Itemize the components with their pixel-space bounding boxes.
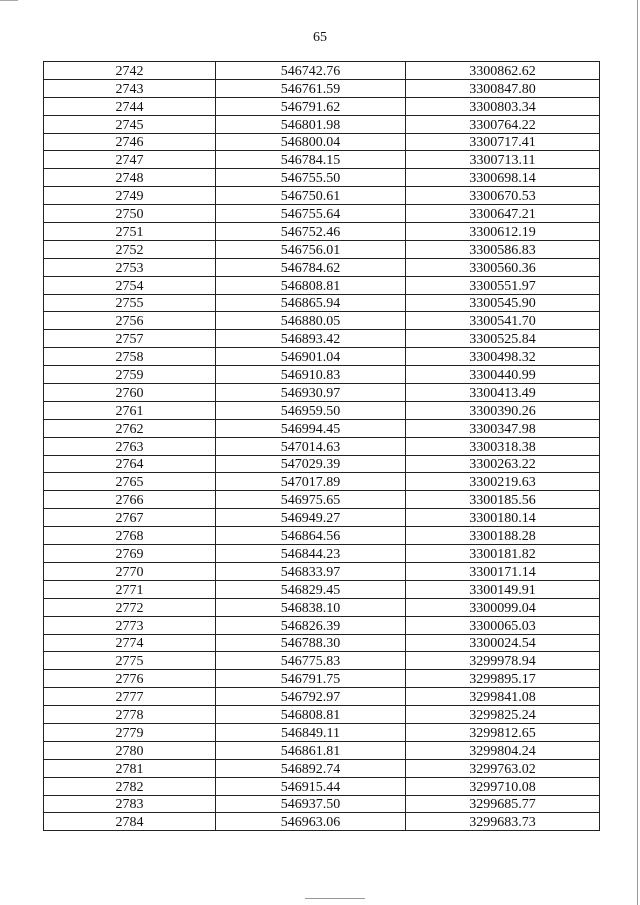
- point-number-cell: 2752: [44, 240, 216, 258]
- table-row: [44, 473, 600, 491]
- point-number-cell: 2770: [44, 562, 216, 580]
- y-coordinate-cell: 3300171.14: [406, 562, 600, 580]
- y-coordinate-cell: 3300551.97: [406, 276, 600, 294]
- point-number-cell: 2763: [44, 437, 216, 455]
- point-number-cell: 2762: [44, 419, 216, 437]
- table-row: [44, 580, 600, 598]
- scan-right-edge: [637, 0, 638, 905]
- x-coordinate-cell: 546800.04: [216, 133, 406, 151]
- y-coordinate-cell: 3300065.03: [406, 616, 600, 634]
- x-coordinate-cell: 546784.62: [216, 258, 406, 276]
- table-row: [44, 79, 600, 97]
- point-number-cell: 2781: [44, 759, 216, 777]
- table-row: [44, 223, 600, 241]
- point-number-cell: 2754: [44, 276, 216, 294]
- point-number-cell: 2758: [44, 348, 216, 366]
- point-number-cell: 2767: [44, 509, 216, 527]
- x-coordinate-cell: 546844.23: [216, 545, 406, 563]
- table-row: [44, 777, 600, 795]
- y-coordinate-cell: 3299763.02: [406, 759, 600, 777]
- y-coordinate-cell: 3300670.53: [406, 187, 600, 205]
- point-number-cell: 2760: [44, 384, 216, 402]
- x-coordinate-cell: 546838.10: [216, 598, 406, 616]
- scan-bottom-mark: [305, 898, 365, 899]
- y-coordinate-cell: 3300764.22: [406, 115, 600, 133]
- y-coordinate-cell: 3299841.08: [406, 688, 600, 706]
- table-row: [44, 527, 600, 545]
- y-coordinate-cell: 3300318.38: [406, 437, 600, 455]
- table-row: [44, 688, 600, 706]
- y-coordinate-cell: 3300185.56: [406, 491, 600, 509]
- x-coordinate-cell: 547029.39: [216, 455, 406, 473]
- table-row: [44, 205, 600, 223]
- x-coordinate-cell: 546752.46: [216, 223, 406, 241]
- table-row: [44, 419, 600, 437]
- table-row: [44, 741, 600, 759]
- point-number-cell: 2764: [44, 455, 216, 473]
- table-row: [44, 437, 600, 455]
- x-coordinate-cell: 547017.89: [216, 473, 406, 491]
- x-coordinate-cell: 546901.04: [216, 348, 406, 366]
- x-coordinate-cell: 546750.61: [216, 187, 406, 205]
- y-coordinate-cell: 3300713.11: [406, 151, 600, 169]
- x-coordinate-cell: 546893.42: [216, 330, 406, 348]
- point-number-cell: 2743: [44, 79, 216, 97]
- table-row: [44, 759, 600, 777]
- y-coordinate-cell: 3300188.28: [406, 527, 600, 545]
- y-coordinate-cell: 3300545.90: [406, 294, 600, 312]
- point-number-cell: 2748: [44, 169, 216, 187]
- point-number-cell: 2757: [44, 330, 216, 348]
- point-number-cell: 2745: [44, 115, 216, 133]
- x-coordinate-cell: 546829.45: [216, 580, 406, 598]
- y-coordinate-cell: 3299825.24: [406, 706, 600, 724]
- y-coordinate-cell: 3299685.77: [406, 795, 600, 813]
- point-number-cell: 2755: [44, 294, 216, 312]
- point-number-cell: 2750: [44, 205, 216, 223]
- y-coordinate-cell: 3300149.91: [406, 580, 600, 598]
- x-coordinate-cell: 546880.05: [216, 312, 406, 330]
- x-coordinate-cell: 546761.59: [216, 79, 406, 97]
- table-row: [44, 491, 600, 509]
- point-number-cell: 2775: [44, 652, 216, 670]
- y-coordinate-cell: 3299804.24: [406, 741, 600, 759]
- point-number-cell: 2780: [44, 741, 216, 759]
- table-row: [44, 330, 600, 348]
- table-row: [44, 258, 600, 276]
- y-coordinate-cell: 3300024.54: [406, 634, 600, 652]
- x-coordinate-cell: 546784.15: [216, 151, 406, 169]
- x-coordinate-cell: 546864.56: [216, 527, 406, 545]
- point-number-cell: 2772: [44, 598, 216, 616]
- y-coordinate-cell: 3299812.65: [406, 723, 600, 741]
- x-coordinate-cell: 546756.01: [216, 240, 406, 258]
- table-row: [44, 795, 600, 813]
- x-coordinate-cell: 546963.06: [216, 813, 406, 831]
- table-row: [44, 312, 600, 330]
- page-number: 65: [313, 30, 327, 45]
- y-coordinate-cell: 3300390.26: [406, 401, 600, 419]
- y-coordinate-cell: 3300440.99: [406, 366, 600, 384]
- point-number-cell: 2783: [44, 795, 216, 813]
- x-coordinate-cell: 546849.11: [216, 723, 406, 741]
- x-coordinate-cell: 546742.76: [216, 62, 406, 80]
- y-coordinate-cell: 3299710.08: [406, 777, 600, 795]
- point-number-cell: 2778: [44, 706, 216, 724]
- y-coordinate-cell: 3299978.94: [406, 652, 600, 670]
- x-coordinate-cell: 546755.50: [216, 169, 406, 187]
- x-coordinate-cell: 546791.62: [216, 97, 406, 115]
- y-coordinate-cell: 3300847.80: [406, 79, 600, 97]
- y-coordinate-cell: 3300560.36: [406, 258, 600, 276]
- table-row: [44, 62, 600, 80]
- table-row: [44, 115, 600, 133]
- scan-edge-mark: [0, 0, 18, 1]
- point-number-cell: 2749: [44, 187, 216, 205]
- table-row: [44, 509, 600, 527]
- y-coordinate-cell: 3299683.73: [406, 813, 600, 831]
- x-coordinate-cell: 546865.94: [216, 294, 406, 312]
- table-row: [44, 169, 600, 187]
- x-coordinate-cell: 546826.39: [216, 616, 406, 634]
- point-number-cell: 2769: [44, 545, 216, 563]
- table-row: [44, 97, 600, 115]
- x-coordinate-cell: 546808.81: [216, 276, 406, 294]
- y-coordinate-cell: 3300647.21: [406, 205, 600, 223]
- y-coordinate-cell: 3300717.41: [406, 133, 600, 151]
- table-row: [44, 706, 600, 724]
- y-coordinate-cell: 3299895.17: [406, 670, 600, 688]
- y-coordinate-cell: 3300413.49: [406, 384, 600, 402]
- point-number-cell: 2759: [44, 366, 216, 384]
- x-coordinate-cell: 546788.30: [216, 634, 406, 652]
- point-number-cell: 2753: [44, 258, 216, 276]
- y-coordinate-cell: 3300612.19: [406, 223, 600, 241]
- x-coordinate-cell: 546861.81: [216, 741, 406, 759]
- point-number-cell: 2765: [44, 473, 216, 491]
- point-number-cell: 2784: [44, 813, 216, 831]
- y-coordinate-cell: 3300803.34: [406, 97, 600, 115]
- x-coordinate-cell: 547014.63: [216, 437, 406, 455]
- y-coordinate-cell: 3300541.70: [406, 312, 600, 330]
- x-coordinate-cell: 546792.97: [216, 688, 406, 706]
- point-number-cell: 2747: [44, 151, 216, 169]
- table-row: [44, 240, 600, 258]
- x-coordinate-cell: 546833.97: [216, 562, 406, 580]
- table-row: [44, 455, 600, 473]
- point-number-cell: 2768: [44, 527, 216, 545]
- table-row: [44, 723, 600, 741]
- point-number-cell: 2782: [44, 777, 216, 795]
- table-row: [44, 294, 600, 312]
- y-coordinate-cell: 3300498.32: [406, 348, 600, 366]
- y-coordinate-cell: 3300219.63: [406, 473, 600, 491]
- x-coordinate-cell: 546915.44: [216, 777, 406, 795]
- point-number-cell: 2779: [44, 723, 216, 741]
- y-coordinate-cell: 3300586.83: [406, 240, 600, 258]
- point-number-cell: 2746: [44, 133, 216, 151]
- point-number-cell: 2777: [44, 688, 216, 706]
- point-number-cell: 2761: [44, 401, 216, 419]
- table-row: [44, 545, 600, 563]
- point-number-cell: 2742: [44, 62, 216, 80]
- x-coordinate-cell: 546949.27: [216, 509, 406, 527]
- table-row: [44, 562, 600, 580]
- x-coordinate-cell: 546775.83: [216, 652, 406, 670]
- table-row: [44, 813, 600, 831]
- table-row: [44, 401, 600, 419]
- y-coordinate-cell: 3300525.84: [406, 330, 600, 348]
- x-coordinate-cell: 546791.75: [216, 670, 406, 688]
- table-row: [44, 151, 600, 169]
- x-coordinate-cell: 546959.50: [216, 401, 406, 419]
- x-coordinate-cell: 546937.50: [216, 795, 406, 813]
- coordinates-table: [43, 61, 600, 831]
- table-row: [44, 616, 600, 634]
- point-number-cell: 2751: [44, 223, 216, 241]
- x-coordinate-cell: 546975.65: [216, 491, 406, 509]
- table-row: [44, 276, 600, 294]
- y-coordinate-cell: 3300698.14: [406, 169, 600, 187]
- y-coordinate-cell: 3300862.62: [406, 62, 600, 80]
- table-row: [44, 348, 600, 366]
- coordinates-table-body: [44, 62, 600, 831]
- x-coordinate-cell: 546910.83: [216, 366, 406, 384]
- table-row: [44, 187, 600, 205]
- x-coordinate-cell: 546892.74: [216, 759, 406, 777]
- point-number-cell: 2776: [44, 670, 216, 688]
- x-coordinate-cell: 546994.45: [216, 419, 406, 437]
- point-number-cell: 2756: [44, 312, 216, 330]
- x-coordinate-cell: 546755.64: [216, 205, 406, 223]
- table-row: [44, 384, 600, 402]
- table-row: [44, 598, 600, 616]
- y-coordinate-cell: 3300347.98: [406, 419, 600, 437]
- x-coordinate-cell: 546930.97: [216, 384, 406, 402]
- y-coordinate-cell: 3300181.82: [406, 545, 600, 563]
- point-number-cell: 2773: [44, 616, 216, 634]
- x-coordinate-cell: 546808.81: [216, 706, 406, 724]
- table-row: [44, 133, 600, 151]
- point-number-cell: 2774: [44, 634, 216, 652]
- point-number-cell: 2766: [44, 491, 216, 509]
- table-row: [44, 652, 600, 670]
- point-number-cell: 2771: [44, 580, 216, 598]
- table-row: [44, 670, 600, 688]
- y-coordinate-cell: 3300180.14: [406, 509, 600, 527]
- table-row: [44, 634, 600, 652]
- x-coordinate-cell: 546801.98: [216, 115, 406, 133]
- point-number-cell: 2744: [44, 97, 216, 115]
- table-row: [44, 366, 600, 384]
- y-coordinate-cell: 3300263.22: [406, 455, 600, 473]
- y-coordinate-cell: 3300099.04: [406, 598, 600, 616]
